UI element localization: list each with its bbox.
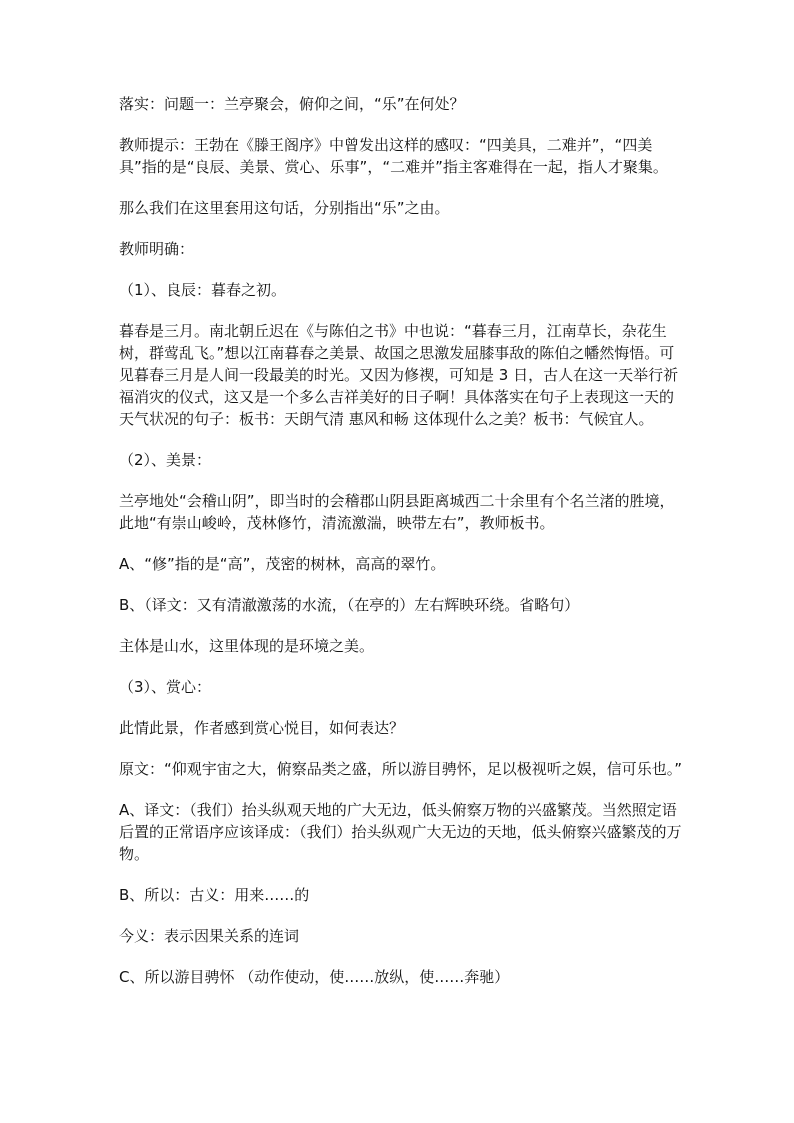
paragraph-teacher-hint: 教师提示：王勃在《滕王阁序》中曾发出这样的感叹：“四美具，二难并”，“四美具”指的是“良辰、美景、赏心、乐事”，“二难并”指主客难得在一起，指人才聚集。 <box>119 136 668 176</box>
paragraph-teacher-clarify: 教师明确： <box>119 240 195 258</box>
paragraph-expression-question: 此情此景，作者感到赏心悦目，如何表达？ <box>119 719 405 737</box>
paragraph-point-c-youmu: C、所以游目骋怀 （动作使动，使……放纵，使……奔驰） <box>119 968 510 986</box>
paragraph-lanting-location: 兰亭地处“会稽山阴”，即当时的会稽郡山阴县距离城西二十余里有个名兰渚的胜境，此地“有崇山峻岭，茂林修竹，清流激湍，映带左右”，教师板书。 <box>119 492 675 532</box>
paragraph-heading-liangchen: （1）、良辰：暮春之初。 <box>119 281 287 299</box>
paragraph-apply-phrase: 那么我们在这里套用这句话，分别指出“乐”之由。 <box>119 199 450 217</box>
paragraph-point-a-xiu: A、“修”指的是“高”，茂密的树林，高高的翠竹。 <box>119 555 446 573</box>
paragraph-question-one: 落实：问题一：兰亭聚会，俯仰之间，“乐”在何处？ <box>119 95 465 113</box>
document-page <box>119 93 685 1007</box>
paragraph-modern-meaning: 今义：表示因果关系的连词 <box>119 927 300 945</box>
paragraph-point-a-yiwen: A、译文：（我们）抬头纵观天地的广大无边，低头俯察万物的兴盛繁茂。当然照定语后置的正常语序应该译成：（我们）抬头纵观广大无边的天地，低头俯察兴盛繁茂的万物。 <box>119 801 682 863</box>
paragraph-subject-landscape: 主体是山水，这里体现的是环境之美。 <box>119 637 375 655</box>
paragraph-point-b-suoyi: B、所以：古义：用来……的 <box>119 886 310 904</box>
paragraph-muchun: 暮春是三月。南北朝丘迟在《与陈伯之书》中也说：“暮春三月，江南草长，杂花生树，群莺乱飞。”想以江南暮春之美景、故国之思激发屈膝事敌的陈伯之幡然悔悟。可见暮春三月是人间一段最美的时光。又因为修禊，可知是 3 日，古人在这一天举行祈福消灾的仪式，这又是一个多么吉祥美好的日子啊！具体落实在句子上表现这一天的天气状况的句子：板书：天朗气清 惠风和畅 这体现什么之美？板书：气候宜人。 <box>119 322 679 428</box>
paragraph-heading-shangxin: （3）、赏心： <box>119 678 212 696</box>
paragraph-heading-meijing: （2）、美景： <box>119 451 212 469</box>
paragraph-point-b-translation: B、（译文：又有清澈激荡的水流，（在亭的）左右辉映环绕。省略句） <box>119 596 580 614</box>
paragraph-original-text: 原文：“仰观宇宙之大，俯察品类之盛，所以游目骋怀，足以极视听之娱，信可乐也。” <box>119 760 683 778</box>
